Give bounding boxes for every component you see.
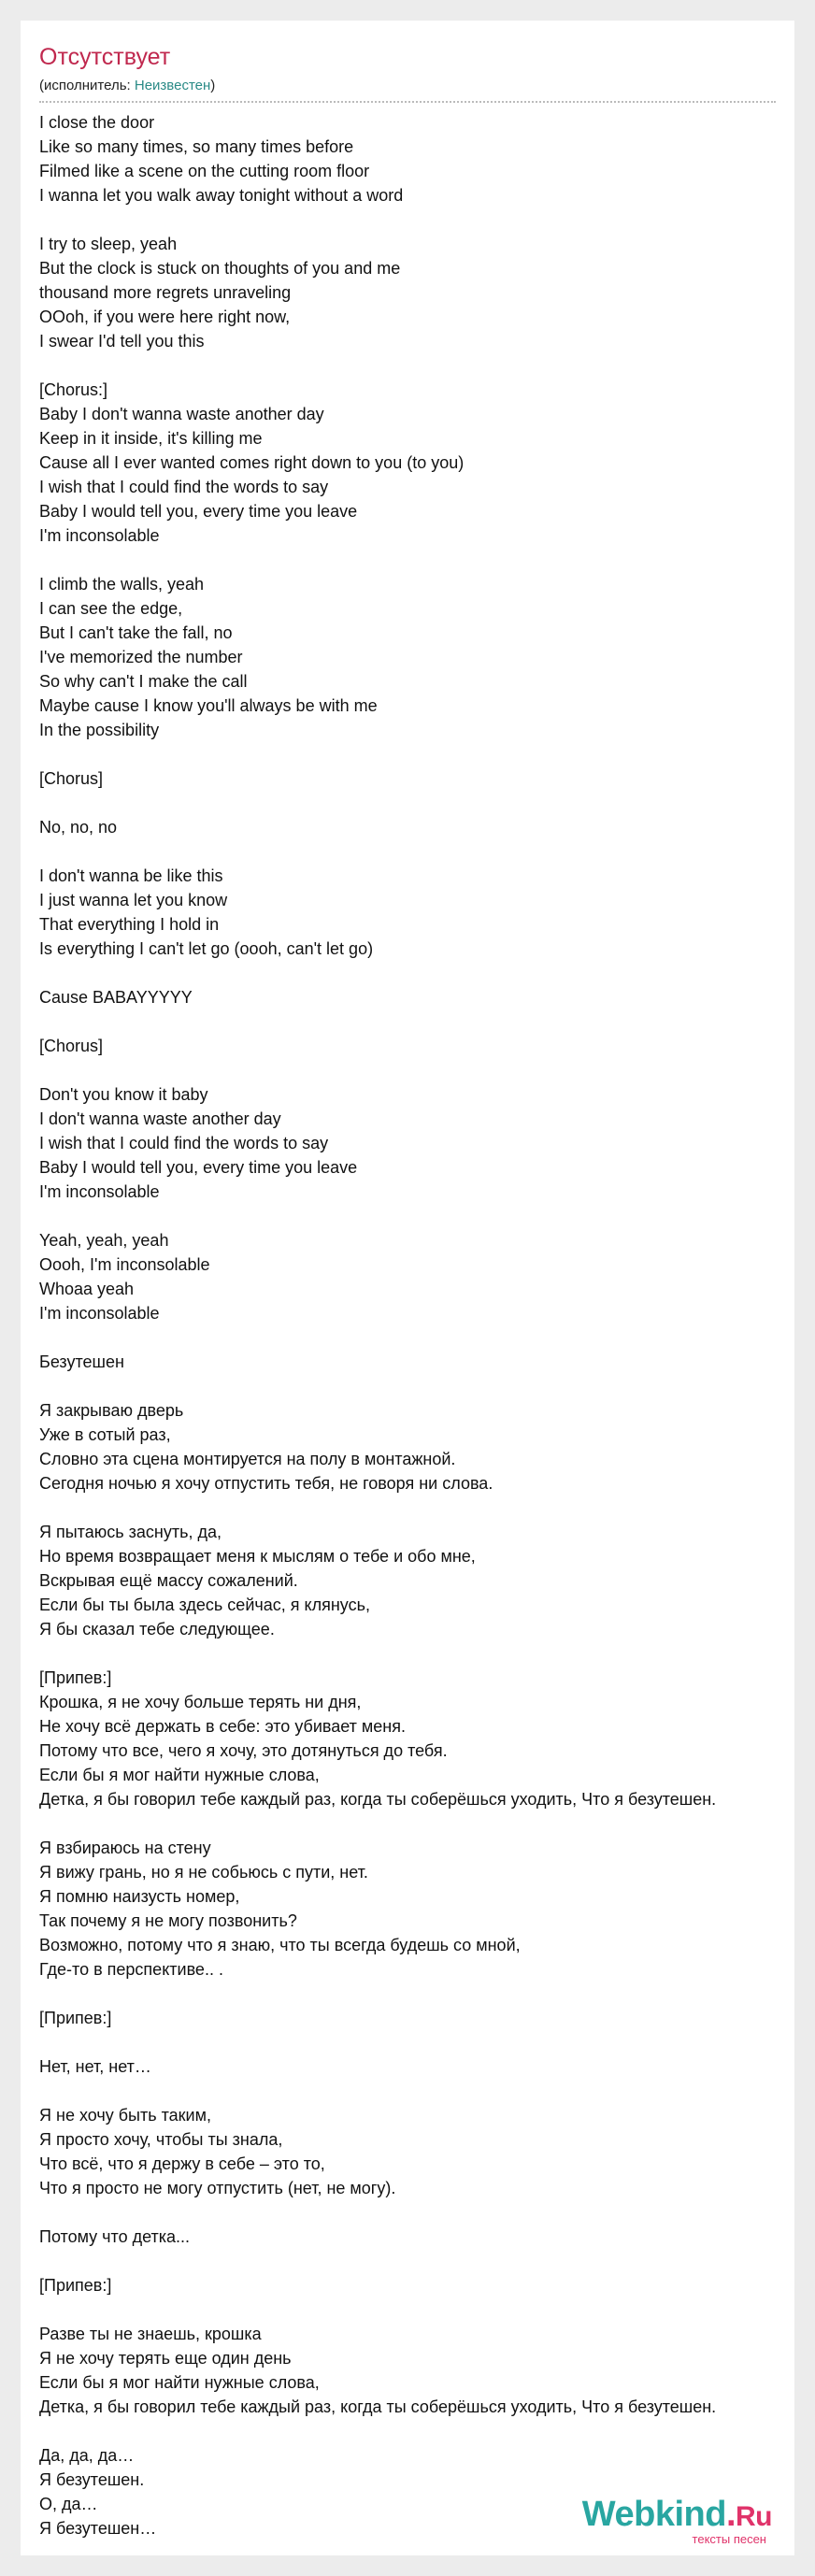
logo-tagline: тексты песен <box>692 2532 766 2546</box>
lyric-blank-line <box>39 1496 776 1520</box>
lyric-line: [Припев:] <box>39 2009 112 2027</box>
lyric-line: Словно эта сцена монтируется на полу в монтажной. <box>39 1450 456 1468</box>
title-divider <box>39 101 776 103</box>
lyric-line: Oooh, I'm inconsolable <box>39 1255 210 1274</box>
lyrics-card <box>21 21 794 2555</box>
artist-link[interactable]: Неизвестен <box>134 78 211 93</box>
lyrics-text <box>39 110 776 2540</box>
artist-line <box>39 77 776 95</box>
lyric-line: Детка, я бы говорил тебе каждый раз, когда ты соберёшься уходить, Что я безутешен. <box>39 2397 717 2416</box>
lyric-blank-line <box>39 791 776 815</box>
lyric-line: Потому что детка... <box>39 2227 191 2246</box>
lyric-line: Я не хочу быть таким, <box>39 2106 211 2125</box>
lyric-line: Потому что все, чего я хочу, это дотянуться до тебя. <box>39 1741 448 1760</box>
lyric-line: [Припев:] <box>39 1668 112 1687</box>
lyric-line: I climb the walls, yeah <box>39 575 205 594</box>
lyric-line: Like so many times, so many times before <box>39 137 354 156</box>
lyric-line: Don't you know it baby <box>39 1085 208 1104</box>
lyric-blank-line <box>39 1641 776 1666</box>
lyric-blank-line <box>39 2297 776 2322</box>
lyric-line: [Припев:] <box>39 2276 112 2295</box>
logo-wordmark <box>582 2496 772 2536</box>
lyric-line: Если бы я мог найти нужные слова, <box>39 2373 320 2392</box>
lyric-blank-line <box>39 1374 776 1398</box>
lyric-line: I close the door <box>39 113 155 132</box>
lyric-blank-line <box>39 1009 776 1034</box>
lyric-line: [Chorus:] <box>39 380 108 399</box>
lyric-line: But the clock is stuck on thoughts of you and me <box>39 259 401 278</box>
lyric-line: Я бы сказал тебе следующее. <box>39 1620 275 1639</box>
lyric-line: I'm inconsolable <box>39 1304 160 1323</box>
lyric-line: Так почему я не могу позвонить? <box>39 1911 297 1930</box>
lyric-line: Уже в сотый раз, <box>39 1425 171 1444</box>
lyric-line: I just wanna let you know <box>39 891 228 909</box>
lyric-blank-line <box>39 2079 776 2103</box>
lyric-line: So why can't I make the call <box>39 672 248 691</box>
lyric-blank-line <box>39 742 776 766</box>
lyric-line: I wanna let you walk away tonight without a word <box>39 186 404 205</box>
song-title: Отсутствует <box>39 44 171 70</box>
artist-prefix: (исполнитель: <box>39 78 135 93</box>
lyric-blank-line <box>39 2030 776 2054</box>
lyric-line: Я вижу грань, но я не собьюсь с пути, нет. <box>39 1863 368 1882</box>
lyric-line: Cause BABAYYYYY <box>39 988 193 1007</box>
lyric-line: Keep in it inside, it's killing me <box>39 429 263 448</box>
artist-suffix: ) <box>210 78 216 93</box>
lyric-line: Если бы я мог найти нужные слова, <box>39 1766 320 1784</box>
lyric-blank-line <box>39 208 776 232</box>
logo-brand: Webkind <box>581 2495 726 2534</box>
lyric-line: Что всё, что я держу в себе – это то, <box>39 2154 325 2173</box>
lyric-blank-line <box>39 2249 776 2273</box>
lyric-line: Filmed like a scene on the cutting room floor <box>39 162 370 180</box>
lyric-line: Нет, нет, нет… <box>39 2057 151 2076</box>
lyric-blank-line <box>39 1325 776 1350</box>
lyric-line: Baby I don't wanna waste another day <box>39 405 324 423</box>
lyric-blank-line <box>39 2200 776 2225</box>
lyric-blank-line <box>39 839 776 864</box>
lyric-blank-line <box>39 2419 776 2443</box>
lyric-line: That everything I hold in <box>39 915 220 934</box>
lyric-line: Безутешен <box>39 1352 124 1371</box>
lyric-line: Yeah, yeah, yeah <box>39 1231 169 1250</box>
lyric-line: Что я просто не могу отпустить (нет, не могу). <box>39 2179 396 2197</box>
lyric-line: Maybe cause I know you'll always be with me <box>39 696 378 715</box>
lyric-line: thousand more regrets unraveling <box>39 283 292 302</box>
lyric-line: Возможно, потому что я знаю, что ты всегда будешь со мной, <box>39 1936 521 1954</box>
lyric-blank-line <box>39 548 776 572</box>
lyric-line: [Chorus] <box>39 769 104 788</box>
lyric-line: Baby I would tell you, every time you leave <box>39 1158 358 1177</box>
lyric-line: [Chorus] <box>39 1037 104 1055</box>
lyric-line: I wish that I could find the words to say <box>39 478 329 496</box>
lyric-line: I'm inconsolable <box>39 526 160 545</box>
lyric-line: I can see the edge, <box>39 599 183 618</box>
lyric-line: In the possibility <box>39 721 160 739</box>
logo-tld: Ru <box>736 2501 772 2532</box>
lyric-line: Baby I would tell you, every time you leave <box>39 502 358 521</box>
lyric-line: Я не хочу терять еще один день <box>39 2349 292 2368</box>
lyric-line: Я безутешен… <box>39 2519 157 2538</box>
lyric-line: Но время возвращает меня к мыслям о тебе и обо мне, <box>39 1547 476 1566</box>
lyric-line: Cause all I ever wanted comes right down to you (to you) <box>39 453 465 472</box>
lyric-line: I wish that I could find the words to say <box>39 1134 329 1152</box>
lyric-line: Сегодня ночью я хочу отпустить тебя, не говоря ни слова. <box>39 1474 493 1493</box>
lyric-blank-line <box>39 353 776 378</box>
lyric-line: Я просто хочу, чтобы ты знала, <box>39 2130 283 2149</box>
lyric-line: No, no, no <box>39 818 118 837</box>
lyric-line: Если бы ты была здесь сейчас, я клянусь, <box>39 1596 370 1614</box>
lyric-line: О, да… <box>39 2495 98 2513</box>
lyric-blank-line <box>39 1982 776 2006</box>
lyric-line: Разве ты не знаешь, крошка <box>39 2325 262 2343</box>
lyric-line: I don't wanna be like this <box>39 866 223 885</box>
lyric-line: But I can't take the fall, no <box>39 623 233 642</box>
lyric-line: I try to sleep, yeah <box>39 235 178 253</box>
lyric-line: Крошка, я не хочу больше терять ни дня, <box>39 1693 362 1711</box>
lyric-line: I swear I'd tell you this <box>39 332 205 351</box>
site-logo[interactable] <box>582 2496 772 2546</box>
lyric-line: I don't wanna waste another day <box>39 1109 281 1128</box>
lyric-blank-line <box>39 1204 776 1228</box>
lyric-line: Whoaa yeah <box>39 1280 135 1298</box>
lyric-blank-line <box>39 961 776 985</box>
lyric-line: Я безутешен. <box>39 2470 145 2489</box>
lyric-line: Где-то в перспективе.. . <box>39 1960 223 1979</box>
lyric-blank-line <box>39 1811 776 1836</box>
logo-dot: . <box>725 2495 736 2534</box>
lyric-line: Я взбираюсь на стену <box>39 1839 211 1857</box>
lyric-line: I've memorized the number <box>39 648 243 666</box>
lyric-line: Я закрываю дверь <box>39 1401 184 1420</box>
lyric-line: Детка, я бы говорил тебе каждый раз, когда ты соберёшься уходить, Что я безутешен. <box>39 1790 717 1809</box>
lyric-line: Да, да, да… <box>39 2446 135 2465</box>
lyric-line: Вскрывая ещё массу сожалений. <box>39 1571 298 1590</box>
lyric-line: Я помню наизусть номер, <box>39 1887 240 1906</box>
lyric-line: I'm inconsolable <box>39 1182 160 1201</box>
lyric-line: Не хочу всё держать в себе: это убивает меня. <box>39 1717 406 1736</box>
lyric-blank-line <box>39 1058 776 1082</box>
lyric-line: Is everything I can't let go (oooh, can't let go) <box>39 939 374 958</box>
lyric-line: OOoh, if you were here right now, <box>39 308 291 326</box>
lyric-line: Я пытаюсь заснуть, да, <box>39 1523 222 1541</box>
